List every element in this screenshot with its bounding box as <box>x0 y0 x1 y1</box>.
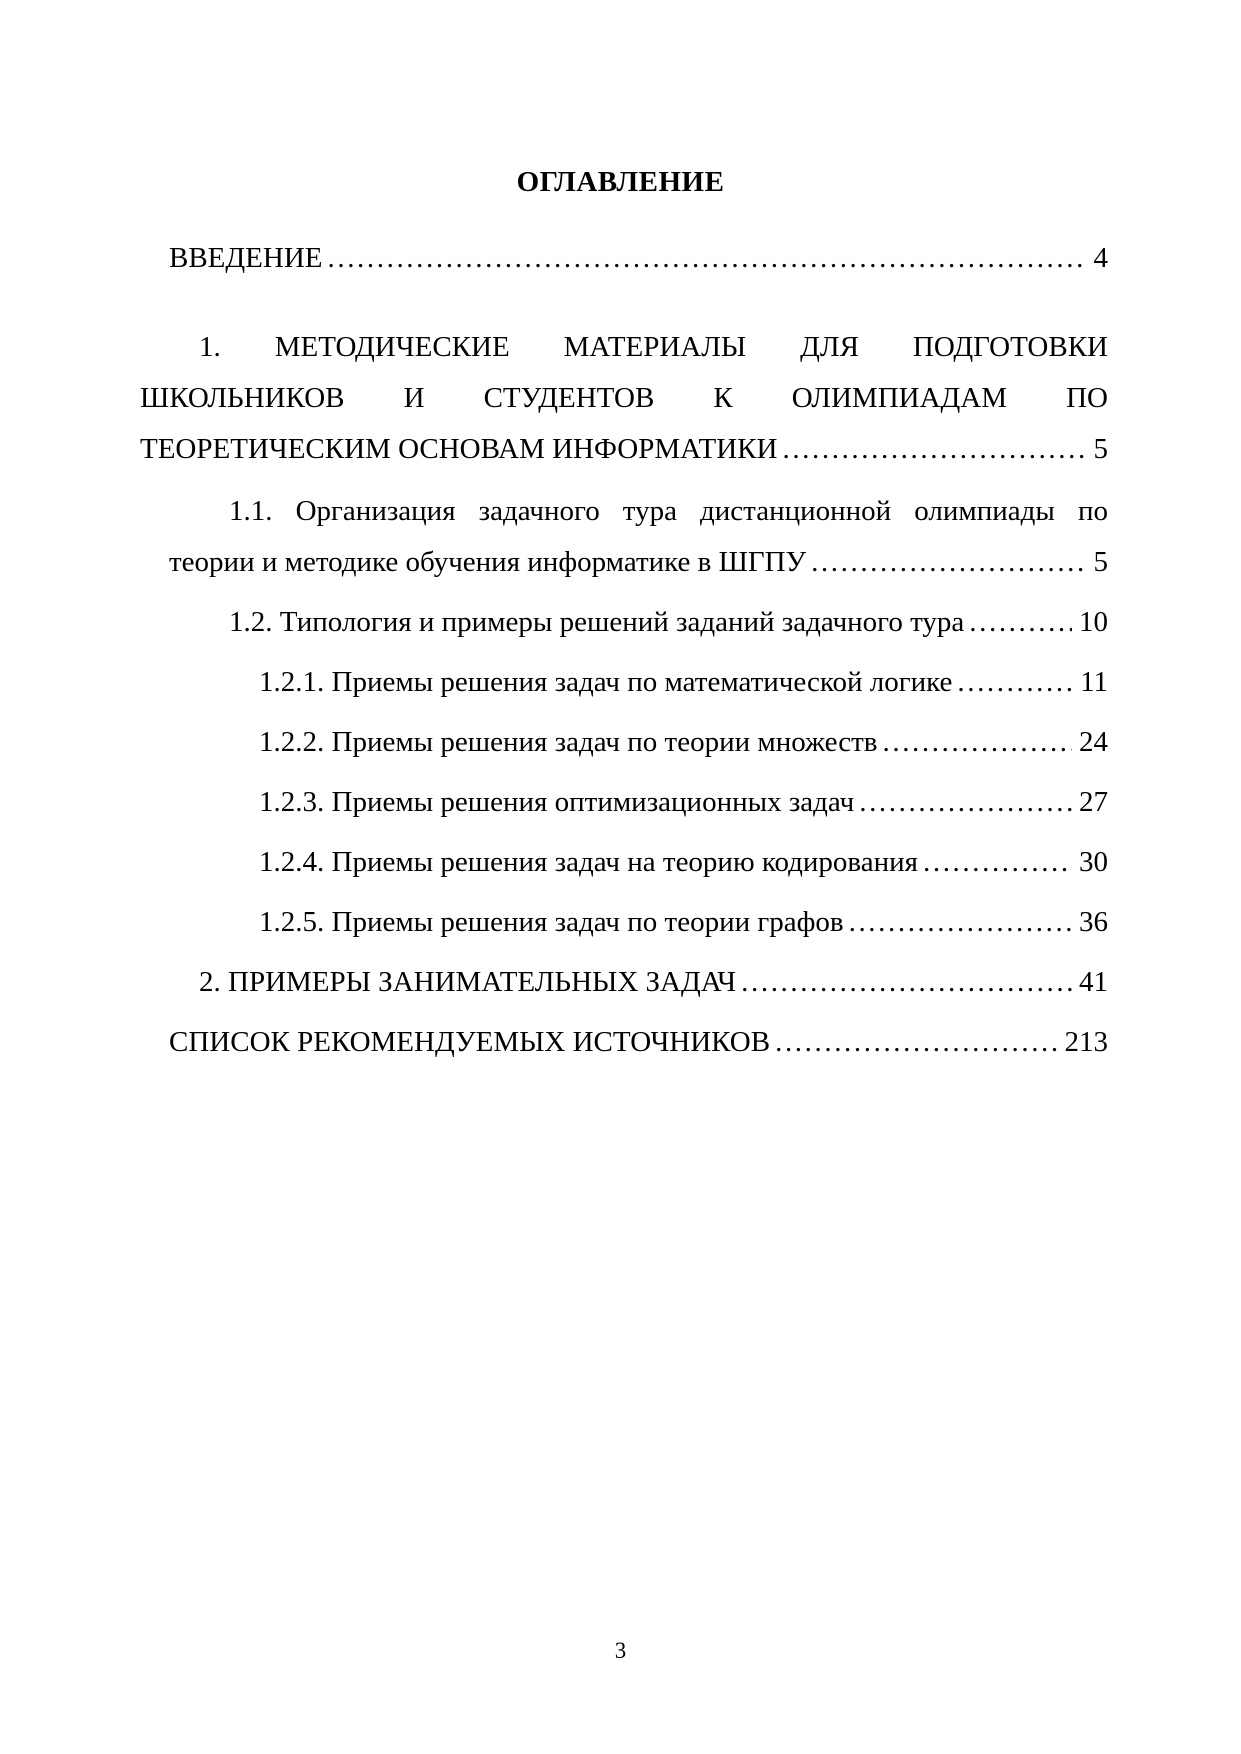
toc-entry-section-1-2-3[interactable] <box>259 785 1108 819</box>
toc-entry-page: 30 <box>1079 846 1108 878</box>
toc-entry-section-2[interactable] <box>199 965 1108 999</box>
toc-entry-page: 41 <box>1079 966 1108 998</box>
toc-entry-section-1-2-1[interactable] <box>259 665 1108 699</box>
toc-entry-text: ТЕОРЕТИЧЕСКИМ ОСНОВАМ ИНФОРМАТИКИ <box>140 433 778 465</box>
dot-leader <box>883 725 1073 759</box>
toc-entry-section-1-2-5[interactable] <box>259 905 1108 939</box>
toc-entry-section-1-1[interactable] <box>169 545 1108 579</box>
toc-entry-text: ВВЕДЕНИЕ <box>169 242 323 274</box>
dot-leader <box>811 545 1086 579</box>
toc-entry-section-1-2[interactable] <box>229 605 1108 639</box>
toc-entry-section-1-line-2[interactable]: ШКОЛЬНИКОВ И СТУДЕНТОВ К ОЛИМПИАДАМ ПО <box>140 382 1108 414</box>
dot-leader <box>969 605 1072 639</box>
toc-entry-text: 1.2.2. Приемы решения задач по теории множеств <box>259 726 878 758</box>
toc-entry-page: 36 <box>1079 906 1108 938</box>
toc-entry-text: СПИСОК РЕКОМЕНДУЕМЫХ ИСТОЧНИКОВ <box>169 1026 771 1058</box>
toc-entry-page: 5 <box>1093 546 1108 578</box>
toc-entry-section-1-1-line-1[interactable]: 1.1. Организация задачного тура дистанционной олимпиады по <box>229 495 1108 527</box>
toc-entry-page: 24 <box>1079 726 1108 758</box>
dot-leader <box>782 432 1086 466</box>
toc-entry-section-1-2-2[interactable] <box>259 725 1108 759</box>
dot-leader <box>859 785 1072 819</box>
toc-entry-page: 11 <box>1080 666 1108 698</box>
toc-entry-page: 5 <box>1093 433 1108 465</box>
dot-leader <box>775 1025 1057 1059</box>
toc-entry-page: 27 <box>1079 786 1108 818</box>
page-title: ОГЛАВЛЕНИЕ <box>516 166 725 198</box>
toc-entry-section-1-2-4[interactable] <box>259 845 1108 879</box>
toc-entry-text: теории и методике обучения информатике в ШГПУ <box>169 546 807 578</box>
dot-leader <box>849 905 1072 939</box>
toc-entry-page: 4 <box>1093 242 1108 274</box>
dot-leader <box>923 845 1072 879</box>
toc-entry-text: 1.2. Типология и примеры решений заданий задачного тура <box>229 606 965 638</box>
toc-entry-page: 10 <box>1079 606 1108 638</box>
toc-entry-page: 213 <box>1064 1026 1108 1058</box>
toc-entry-text: 2. ПРИМЕРЫ ЗАНИМАТЕЛЬНЫХ ЗАДАЧ <box>199 966 737 998</box>
dot-leader <box>741 965 1072 999</box>
dot-leader <box>957 665 1073 699</box>
toc-entry-references[interactable] <box>169 1025 1108 1059</box>
toc-entry-introduction[interactable] <box>169 241 1108 275</box>
dot-leader <box>328 241 1087 275</box>
toc-entry-text: 1.2.1. Приемы решения задач по математической логике <box>259 666 953 698</box>
toc-entry-text: 1.2.3. Приемы решения оптимизационных задач <box>259 786 855 818</box>
toc-entry-text: 1.2.4. Приемы решения задач на теорию кодирования <box>259 846 918 878</box>
toc-entry-section-1-line-1[interactable]: 1. МЕТОДИЧЕСКИЕ МАТЕРИАЛЫ ДЛЯ ПОДГОТОВКИ <box>199 331 1108 363</box>
toc-entry-section-1[interactable] <box>140 432 1108 466</box>
toc-entry-text: 1.2.5. Приемы решения задач по теории графов <box>259 906 844 938</box>
page-number: 3 <box>614 1638 627 1663</box>
